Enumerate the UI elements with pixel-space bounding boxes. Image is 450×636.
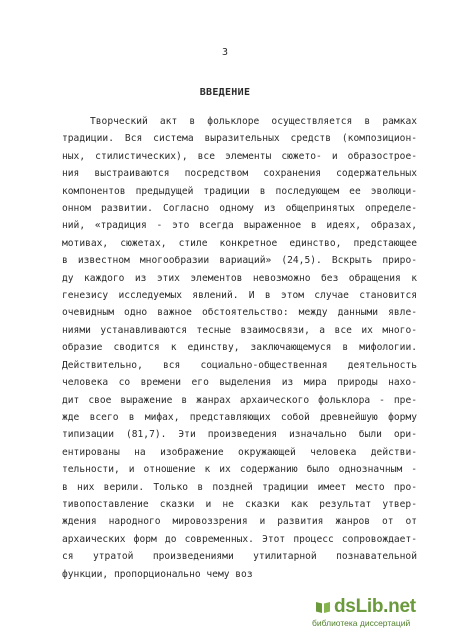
text-line: мотивах, сюжетах, стиле конкретное единство, предстающее	[62, 237, 417, 249]
text-line: образие сводится к единству, заключающемуся в мифологии.	[62, 342, 417, 354]
watermark-brand: dsLib.net	[334, 596, 416, 617]
text-line: тивопоставление сказки и не сказки как результат утвер-	[62, 498, 417, 510]
text-line: в них верили. Только в поздней традиции имеет место про-	[62, 481, 417, 493]
text-line: традиции. Вся система выразительных средств (композицион-	[62, 133, 417, 145]
text-line: дит свое выражение в жанрах архаического фольклора - пре-	[62, 394, 417, 406]
text-line: очевидным одно важное обстоятельство: между данными явле-	[62, 307, 417, 319]
text-line: генезису исследуемых явлений. И в этом случае становится	[62, 290, 417, 302]
watermark-subtitle: библиотека диссертаций	[312, 618, 411, 628]
page-number: 3	[221, 47, 229, 58]
text-line: онном развитии. Согласно одному из общепринятых определе-	[62, 203, 417, 215]
text-line: в известном многообразии вариаций» (24,5). Вскрыть приро-	[62, 255, 417, 267]
text-line: человека со времени его выделения из мира природы нахо-	[62, 377, 417, 389]
body-text	[62, 113, 417, 583]
book-icon	[315, 599, 331, 615]
text-line: функции, пропорционально чему воз	[62, 568, 253, 580]
text-line: компонентов предыдущей традиции в последующем ее эволюци-	[62, 185, 417, 197]
text-line: тельности, и отношение к их содержанию было однозначным -	[62, 464, 417, 476]
text-line: ентированы на изображение окружающей человека действи-	[62, 446, 417, 458]
text-line: ний, «традиция - это всегда выраженное в идеях, образах,	[62, 220, 417, 232]
dslib-watermark[interactable]	[312, 596, 440, 630]
text-line: ду каждого из этих элементов невозможно без обращения к	[62, 272, 417, 284]
text-line: типизации (81,7). Эти произведения изначально были ори-	[62, 429, 417, 441]
text-line: архаических форм до современных. Этот процесс сопровождает-	[62, 533, 417, 545]
text-line: Действительно, вся социально-общественная деятельность	[62, 359, 417, 371]
text-line: ния выстраиваются посредством сохранения содержательных	[62, 168, 417, 180]
text-line: ниями устанавливаются тесные взаимосвязи, а все их много-	[62, 324, 417, 336]
text-line: жде всего в мифах, представляющих собой древнейшую форму	[62, 411, 417, 423]
text-line: ждения народного мировоззрения и развития жанров от от	[62, 516, 417, 528]
section-heading: ВВЕДЕНИЕ	[199, 87, 251, 98]
text-line: ных, стилистических), все элементы сюжето- и образострое-	[62, 150, 417, 162]
text-line: Творческий акт в фольклоре осуществляется в рамках	[90, 116, 417, 127]
text-line: ся утратой произведениями утилитарной познавательной	[62, 551, 417, 563]
